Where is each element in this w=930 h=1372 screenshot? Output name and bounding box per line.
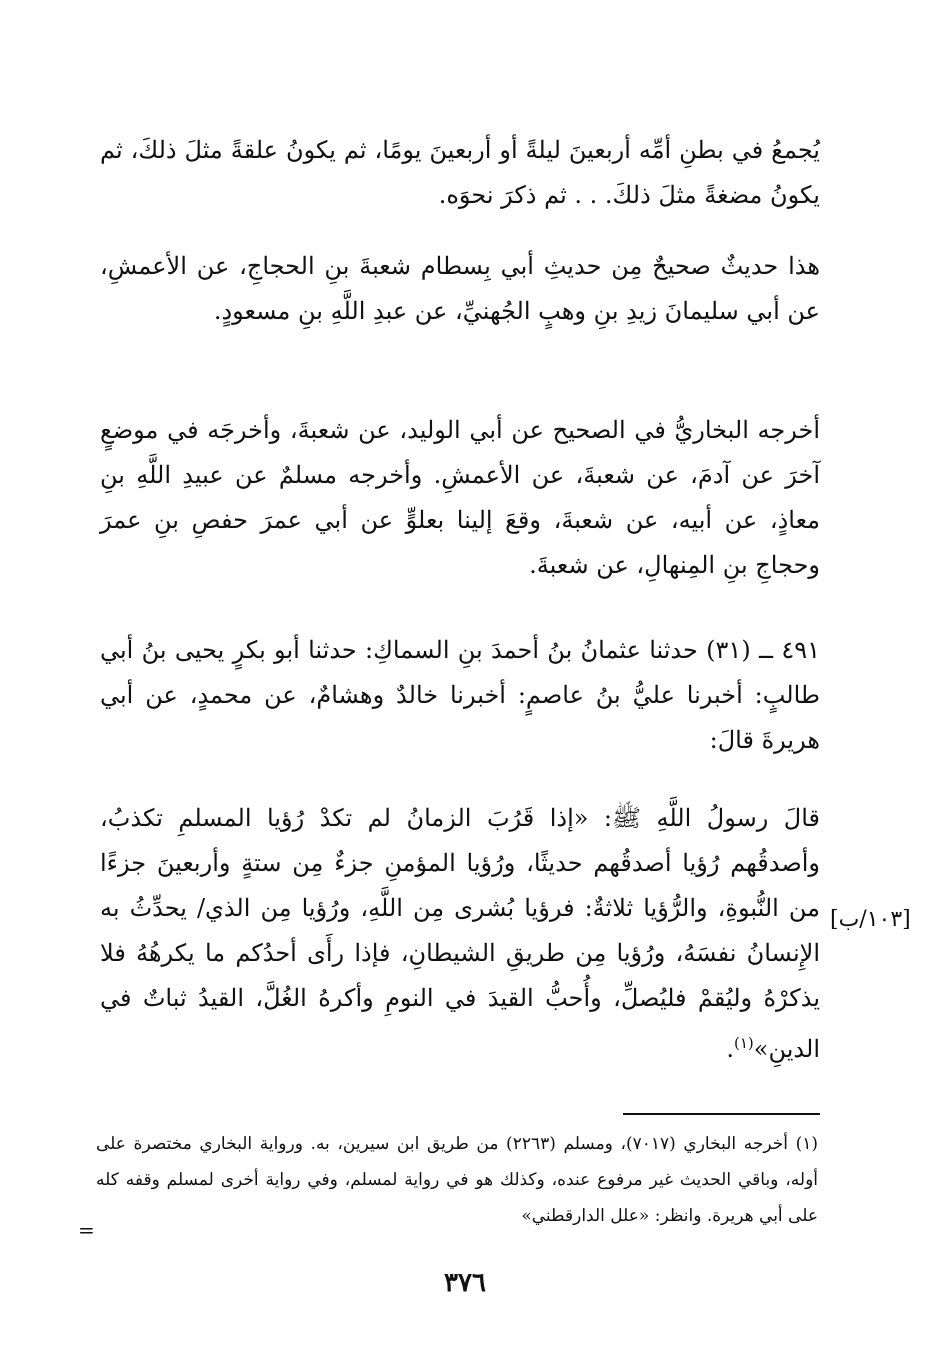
- footnote-divider: [623, 1113, 820, 1115]
- paragraph-3: [100, 408, 820, 588]
- paragraph-2: [100, 244, 820, 334]
- footnotes: [96, 1126, 818, 1234]
- page-number: ٣٧٦: [444, 1268, 486, 1298]
- sentence-period: .: [726, 1035, 734, 1063]
- footnote-1: (١) أخرجه البخاري (٧٠١٧)، ومسلم (٢٢٦٣) من طريق ابن سيرين، به. ورواية البخاري مختصرة على أوله، وباقي الحديث غير مرفوع عنده، وكذلك هو في رواية لمسلم، وفي رواية أخرى لمسلم وقفه كله على أبي هريرة. وانظر: «علل الدارقطني»: [96, 1134, 818, 1226]
- paragraph-1: [100, 128, 820, 218]
- paragraph-5-text: قالَ رسولُ اللَّهِ ﷺ: «إذا قَرُبَ الزمانُ لم تكدْ رُؤيا المسلمِ تكذبُ، وأصدقُهم رُؤيا أصدقُهم حديثًا، ورُؤيا المؤمنِ جزءٌ مِن ستةٍ وأربعينَ جزءًا من النُّبوةِ، والرُّؤيا ثلاثةٌ: فرؤيا بُشرى مِن اللَّهِ، ورُؤيا مِن الذي/ يحدِّثُ به الإِنسانُ نفسَهُ، ورُؤيا مِن طريقِ الشيطانِ، فإذا رأَى أحدُكم ما يكرهُهُ فلا يذكرْهُ وليُقمْ فليُصلِّ، وأُحبُّ القيدَ في النومِ وأكرهُ الغُلَّ، القيدُ ثباتٌ في الدينِ»: [100, 804, 820, 1063]
- paragraph-5: [100, 796, 820, 1072]
- paragraph-2-text: هذا حديثٌ صحيحٌ مِن حديثِ أبي بِسطام شعبةَ بنِ الحجاجِ، عن الأعمشِ، عن أبي سليمانَ زيدِ بنِ وهبٍ الجُهنيِّ، عن عبدِ اللَّهِ بنِ مسعودٍ.: [100, 252, 820, 325]
- paragraph-3-text: أخرجه البخاريُّ في الصحيح عن أبي الوليد، عن شعبةَ، وأخرجَه في موضعٍ آخرَ عن آدمَ، عن شعبةَ، عن الأعمشِ. وأخرجه مسلمٌ عن عبيدِ اللَّهِ بنِ معاذٍ، عن أبيه، عن شعبةَ، وقعَ إلينا بعلوٍّ عن أبي عمرَ حفصِ بنِ عمرَ وحجاجِ بنِ المِنهالِ، عن شعبةَ.: [100, 416, 820, 579]
- hadith-491-matn: [100, 796, 820, 1072]
- footnote-reference: (١): [734, 1034, 754, 1052]
- manuscript-folio-marker: [١٠٣/ب]: [830, 907, 911, 932]
- hadith-491-isnad: [100, 628, 820, 763]
- paragraph-1-text: يُجمعُ في بطنِ أمِّه أربعينَ ليلةً أو أربعينَ يومًا، ثم يكونُ علقةً مثلَ ذلكَ، ثم يكونُ مضغةً مثلَ ذلكَ. . . ثم ذكرَ نحوَه.: [100, 136, 820, 209]
- paragraph-4-text: ٤٩١ ــ (٣١) حدثنا عثمانُ بنُ أحمدَ بنِ السماكِ: حدثنا أبو بكرٍ يحيى بنُ أبي طالبٍ: أخبرنا عليُّ بنُ عاصمٍ: أخبرنا خالدٌ وهشامٌ، عن محمدٍ، عن أبي هريرةَ قالَ:: [100, 636, 820, 754]
- footnote-continuation-mark: =: [78, 1218, 95, 1242]
